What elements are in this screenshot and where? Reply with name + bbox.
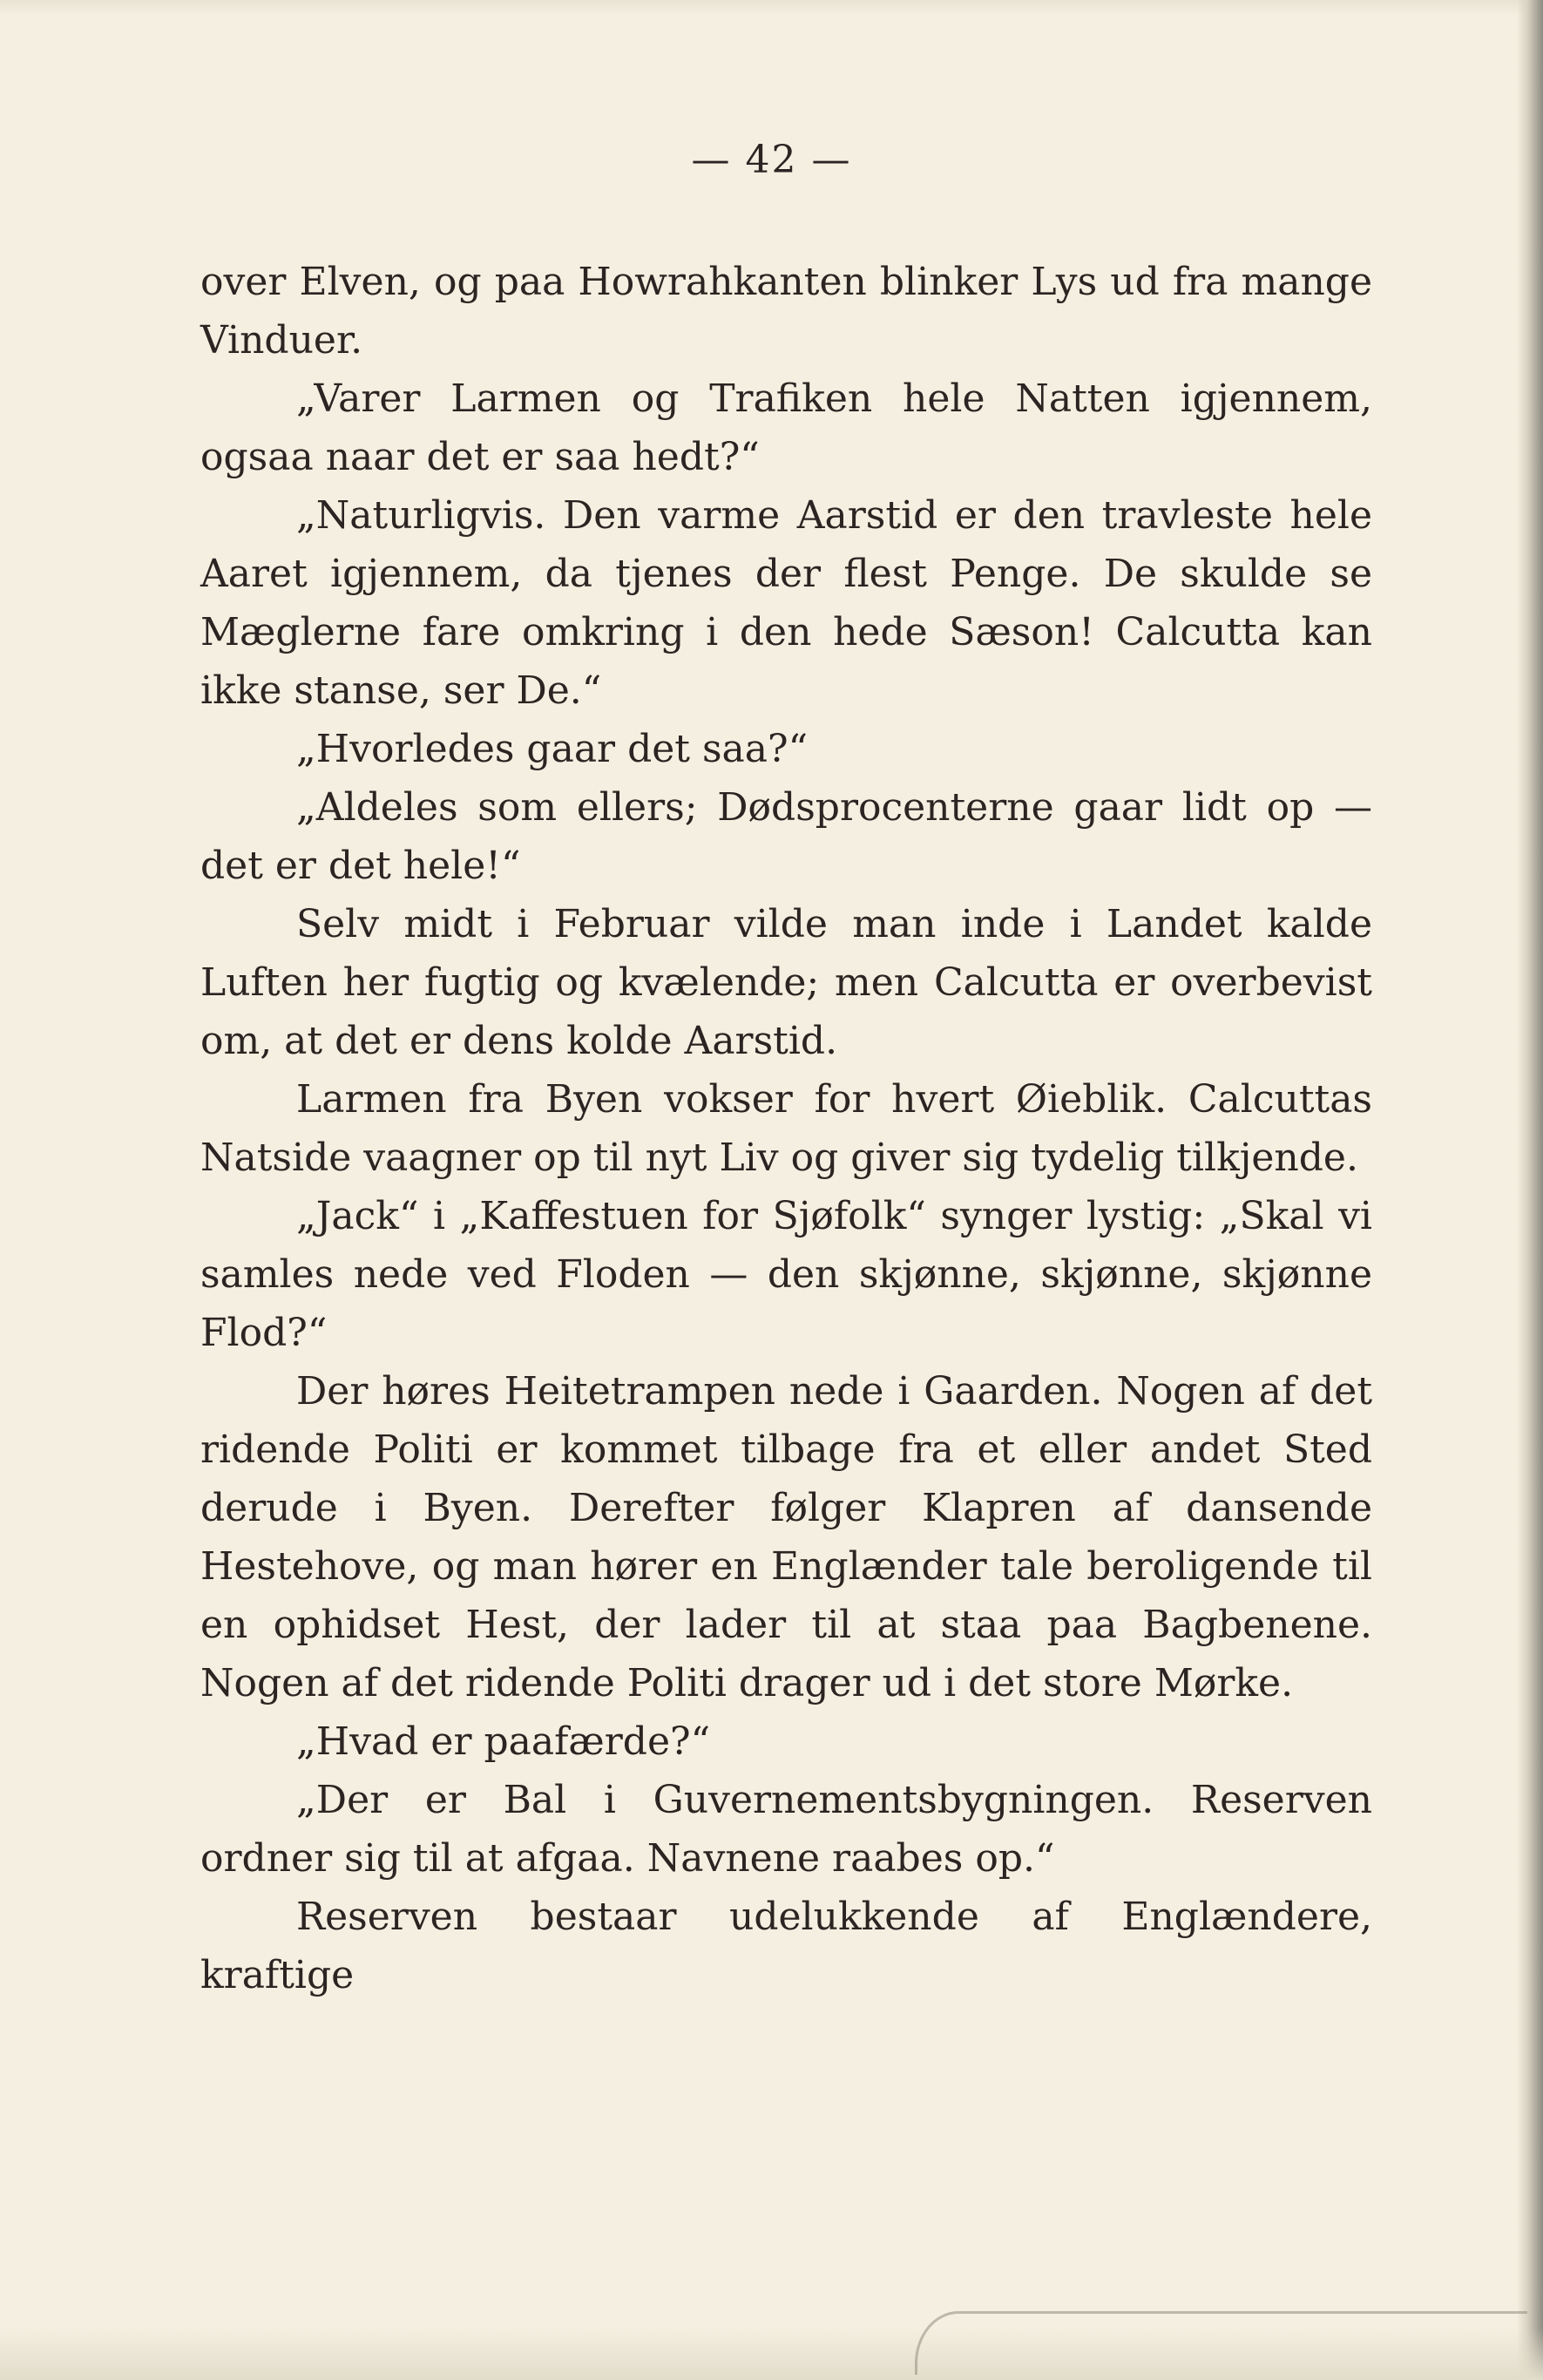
paragraph: over Elven, og paa Howrahkanten blinker Lys ud fra mange Vinduer. [200, 260, 1372, 363]
paragraph: „Naturligvis. Den varme Aarstid er den travleste hele Aaret igjennem, da tjenes der flest Penge. De skulde se Mæglerne fare omkring i den hede Sæson! Calcutta kan ikke stanse, ser De.“ [200, 493, 1372, 713]
paragraph: „Aldeles som ellers; Dødsprocenterne gaar lidt op — det er det hele!“ [200, 785, 1372, 888]
paragraph: „Hvad er paafærde?“ [296, 1719, 711, 1764]
page-top-edge [0, 0, 1543, 16]
paragraph: Selv midt i Februar vilde man inde i Landet kalde Luften her fugtig og kvælende; men Calcutta er overbevist om, at det er dens kolde Aarstid. [200, 902, 1372, 1063]
page-curl [915, 2311, 1527, 2375]
page-number: — 42 — [691, 138, 852, 182]
paragraph: „Jack“ i „Kaffestuen for Sjøfolk“ synger lystig: „Skal vi samles nede ved Floden — den skjønne, skjønne, skjønne Flod?“ [200, 1194, 1372, 1355]
page-gutter-shadow [1517, 0, 1543, 2380]
paragraph: Der høres Heitetrampen nede i Gaarden. Nogen af det ridende Politi er kommet tilbage fra et eller andet Sted derude i Byen. Derefter følger Klapren af dansende Hestehove, og man hører en Englænder tale beroligende til en ophidset Hest, der lader til at staa paa Bagbenene. Nogen af det ridende Politi drager ud i det store Mørke. [200, 1369, 1372, 1705]
paragraph: „Der er Bal i Guvernementsbygningen. Reserven ordner sig til at afgaa. Navnene raabes op.“ [200, 1778, 1372, 1881]
paragraph: „Varer Larmen og Trafiken hele Natten igjennem, ogsaa naar det er saa hedt?“ [200, 376, 1372, 479]
body-text [200, 253, 1372, 2004]
paragraph: Larmen fra Byen vokser for hvert Øieblik. Calcuttas Natside vaagner op til nyt Liv og giver sig tydelig tilkjende. [200, 1077, 1372, 1180]
paragraph: Reserven bestaar udelukkende af Englændere, kraftige [200, 1895, 1372, 1997]
paragraph: „Hvorledes gaar det saa?“ [296, 727, 809, 771]
